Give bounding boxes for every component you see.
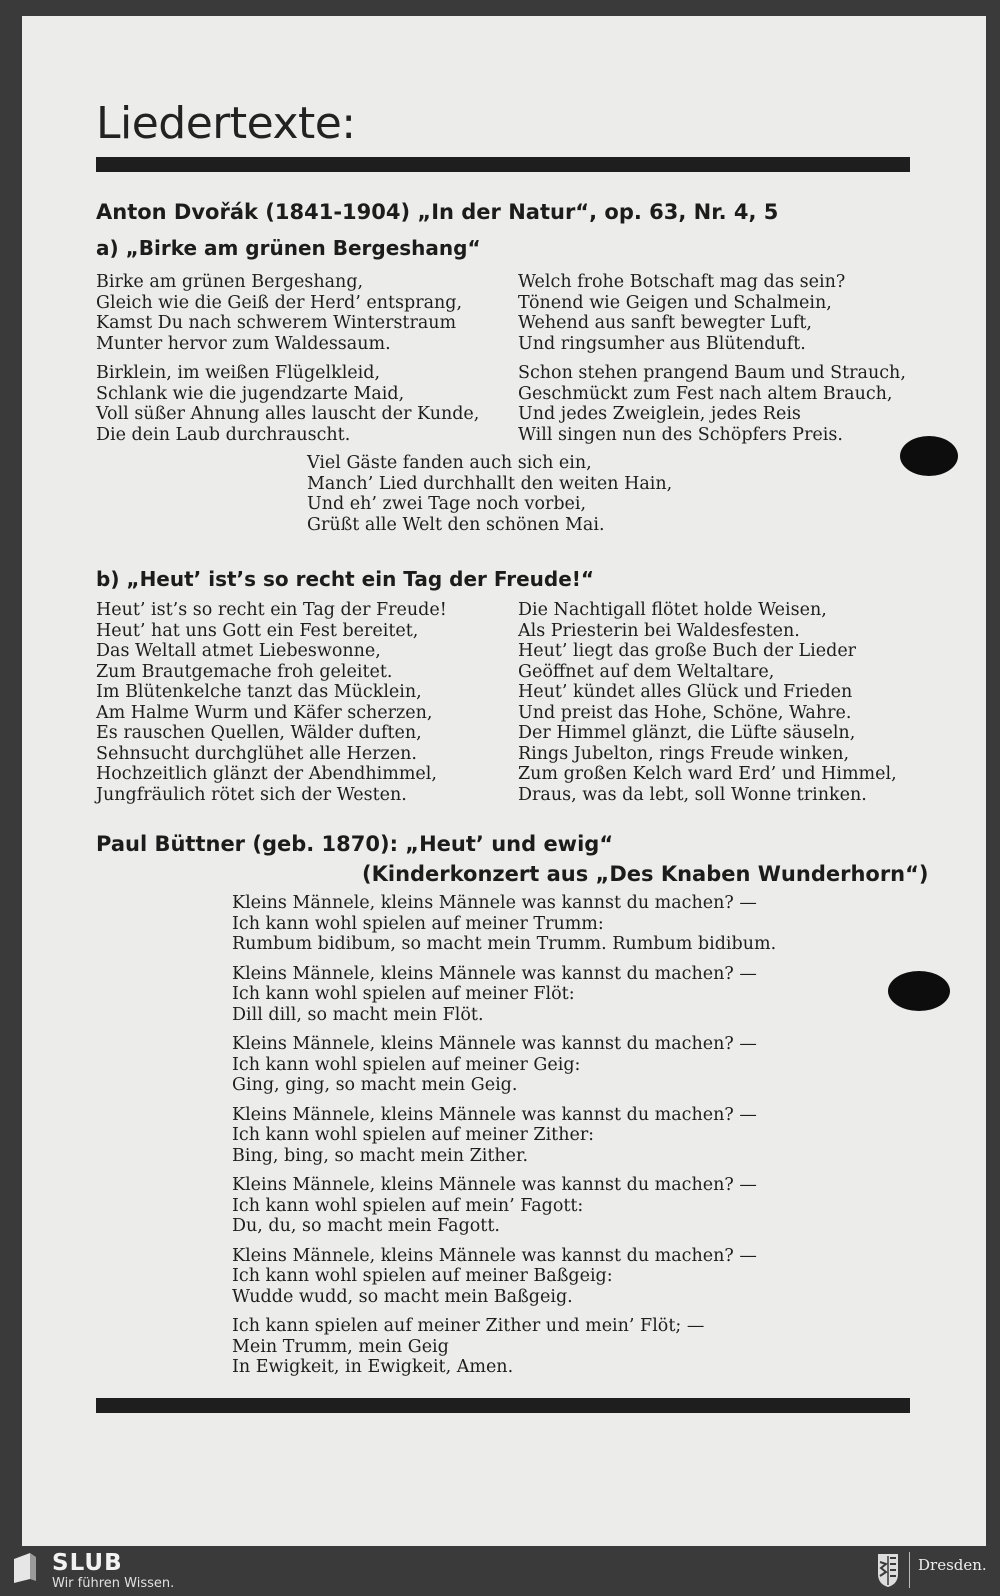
section2-heading: Paul Büttner (geb. 1870): „Heut’ und ewig“ <box>96 832 614 856</box>
stanza <box>232 1246 776 1308</box>
verse-line: Und eh’ zwei Tage noch vorbei, <box>307 494 587 514</box>
verse-line: Gleich wie die Geiß der Herd’ entsprang, <box>96 292 463 313</box>
slub-tagline: Wir führen Wissen. <box>52 1576 175 1591</box>
verse-line: Bing, bing, so macht mein Zither. <box>232 1145 529 1166</box>
verse-line: Und preist das Hohe, Schöne, Wahre. <box>518 702 852 723</box>
verse-line: Ich kann wohl spielen auf mein’ Fagott: <box>232 1195 584 1216</box>
verse-line: Der Himmel glänzt, die Lüfte säuseln, <box>518 723 856 743</box>
footer-bar <box>0 1546 1000 1596</box>
verse-line: Birklein, im weißen Flügelkleid, <box>96 363 381 383</box>
verse-line: Ich kann wohl spielen auf meiner Baßgeig: <box>232 1266 613 1286</box>
verse-line: Geöffnet auf dem Weltaltare, <box>518 661 775 682</box>
verse-line: Kleins Männele, kleins Männele was kannst du machen? — <box>232 1034 757 1054</box>
verse-line: Kleins Männele, kleins Männele was kannst du machen? — <box>232 893 757 913</box>
verse-line: Ich kann wohl spielen auf meiner Flöt: <box>232 984 575 1004</box>
verse-line: Manch’ Lied durchhallt den weiten Hain, <box>307 473 673 494</box>
verse-line: Im Blütenkelche tanzt das Mücklein, <box>96 682 422 702</box>
slub-brand: SLUB <box>52 1550 123 1576</box>
verse-line: Rings Jubelton, rings Freude winken, <box>518 743 850 764</box>
verse-line: Ging, ging, so macht mein Geig. <box>232 1075 518 1095</box>
stanza <box>232 1105 776 1167</box>
verse-line: Geschmückt zum Fest nach altem Brauch, <box>518 383 893 404</box>
verse-line: Und jedes Zweiglein, jedes Reis <box>518 404 801 424</box>
verse-line: Die dein Laub durchrauscht. <box>96 424 351 445</box>
stanza <box>518 272 906 354</box>
stanza <box>96 272 479 354</box>
verse-line: Zum Brautgemache froh geleitet. <box>96 661 393 682</box>
top-rule <box>96 157 910 172</box>
ink-blot <box>900 436 958 476</box>
slub-logo-icon <box>12 1551 38 1585</box>
stanza <box>232 1175 776 1237</box>
verse-line: Du, du, so macht mein Fagott. <box>232 1216 500 1236</box>
section2-stanzas <box>232 893 776 1387</box>
verse-line: Kleins Männele, kleins Männele was kannst du machen? — <box>232 1175 757 1195</box>
song-b-right-column <box>518 600 897 805</box>
song-b-left-column <box>96 600 447 805</box>
verse-line: Draus, was da lebt, soll Wonne trinken. <box>518 784 867 805</box>
song-a-right-column <box>518 272 906 454</box>
verse-line: Tönend wie Geigen und Schalmein, <box>518 292 832 313</box>
verse-line: Mein Trumm, mein Geig <box>232 1336 449 1357</box>
verse-line: Schon stehen prangend Baum und Strauch, <box>518 363 906 383</box>
verse-line: Kleins Männele, kleins Männele was kannst du machen? — <box>232 1104 757 1125</box>
stanza <box>518 363 906 445</box>
verse-line: Welch frohe Botschaft mag das sein? <box>518 272 846 292</box>
song-a-left-column <box>96 272 479 454</box>
verse-line: Wudde wudd, so macht mein Baßgeig. <box>232 1286 573 1307</box>
stanza <box>232 1316 776 1378</box>
verse-line: Schlank wie die jugendzarte Maid, <box>96 383 405 404</box>
verse-line: Kleins Männele, kleins Männele was kannst du machen? — <box>232 963 757 984</box>
section2-subheading: (Kinderkonzert aus „Des Knaben Wunderhorn“) <box>362 862 929 886</box>
footer-separator <box>909 1552 910 1588</box>
verse-line: Sehnsucht durchglühet alle Herzen. <box>96 743 417 764</box>
verse-line: Birke am grünen Bergeshang, <box>96 272 364 292</box>
dresden-crest-icon <box>877 1552 899 1588</box>
stanza <box>232 1034 776 1096</box>
verse-line: Zum großen Kelch ward Erd’ und Himmel, <box>518 764 897 784</box>
stanza <box>232 964 776 1026</box>
dresden-name: Dresden. <box>918 1556 987 1574</box>
verse-line: Die Nachtigall flötet holde Weisen, <box>518 600 827 620</box>
verse-line: Das Weltall atmet Liebeswonne, <box>96 641 381 661</box>
verse-line: Voll süßer Ahnung alles lauscht der Kunde, <box>96 404 480 424</box>
verse-line: Hochzeitlich glänzt der Abendhimmel, <box>96 764 437 784</box>
verse-line: Heut’ kündet alles Glück und Frieden <box>518 682 853 702</box>
ink-blot <box>888 971 950 1011</box>
verse-line: Ich kann wohl spielen auf meiner Zither: <box>232 1125 595 1145</box>
verse-line: Kamst Du nach schwerem Winterstraum <box>96 313 457 333</box>
verse-line: Jungfräulich rötet sich der Westen. <box>96 784 407 805</box>
verse-line: Heut’ liegt das große Buch der Lieder <box>518 641 857 661</box>
verse-line: Munter hervor zum Waldessaum. <box>96 333 391 354</box>
bottom-rule <box>96 1398 910 1413</box>
verse-line: Heut’ ist’s so recht ein Tag der Freude! <box>96 600 447 620</box>
song-a-final-stanza <box>307 453 672 535</box>
verse-line: Als Priesterin bei Waldesfesten. <box>518 620 800 641</box>
verse-line: Rumbum bidibum, so macht mein Trumm. Rumbum bidibum. <box>232 934 777 954</box>
verse-line: Ich kann spielen auf meiner Zither und mein’ Flöt; — <box>232 1316 705 1336</box>
verse-line: Ich kann wohl spielen auf meiner Trumm: <box>232 913 604 934</box>
verse-line: Viel Gäste fanden auch sich ein, <box>307 453 592 473</box>
page-title: Liedertexte: <box>96 98 356 149</box>
verse-line: Grüßt alle Welt den schönen Mai. <box>307 514 605 535</box>
verse-line: Will singen nun des Schöpfers Preis. <box>518 424 843 445</box>
verse-line: Ich kann wohl spielen auf meiner Geig: <box>232 1054 581 1075</box>
stanza <box>232 893 776 955</box>
verse-line: Heut’ hat uns Gott ein Fest bereitet, <box>96 620 419 641</box>
verse-line: In Ewigkeit, in Ewigkeit, Amen. <box>232 1357 514 1377</box>
stanza <box>96 363 479 445</box>
verse-line: Dill dill, so macht mein Flöt. <box>232 1004 484 1025</box>
song-a-heading: a) „Birke am grünen Bergeshang“ <box>96 236 481 260</box>
verse-line: Es rauschen Quellen, Wälder duften, <box>96 723 422 743</box>
verse-line: Am Halme Wurm und Käfer scherzen, <box>96 702 433 723</box>
verse-line: Kleins Männele, kleins Männele was kannst du machen? — <box>232 1245 757 1266</box>
verse-line: Wehend aus sanft bewegter Luft, <box>518 313 812 333</box>
song-b-heading: b) „Heut’ ist’s so recht ein Tag der Freude!“ <box>96 567 595 591</box>
section1-heading: Anton Dvořák (1841-1904) „In der Natur“, op. 63, Nr. 4, 5 <box>96 200 779 224</box>
verse-line: Und ringsumher aus Blütenduft. <box>518 333 806 354</box>
